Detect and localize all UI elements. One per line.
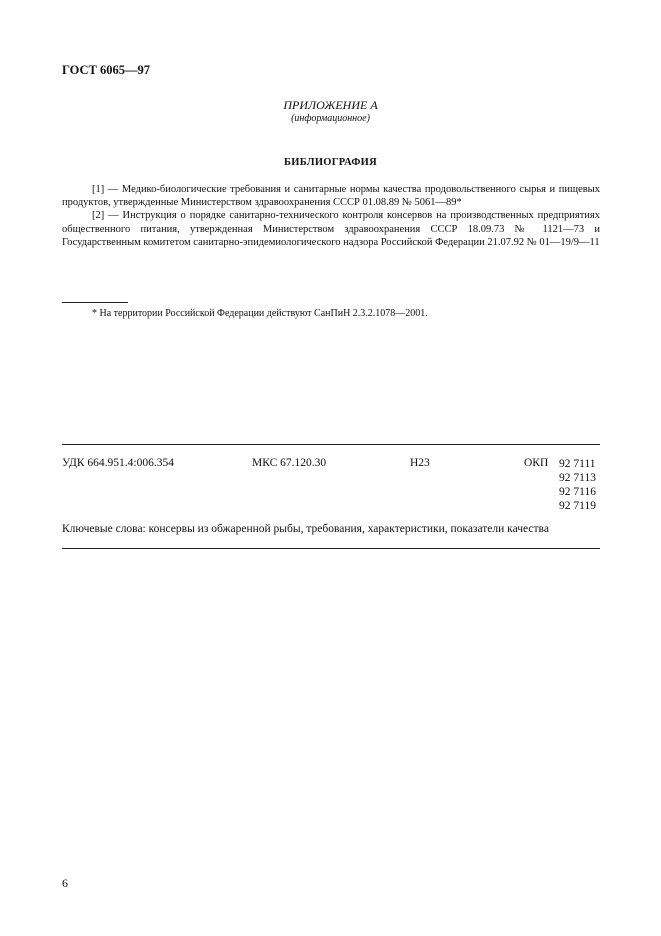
document-code: ГОСТ 6065—97 <box>62 63 151 77</box>
group-code: Н23 <box>410 457 430 469</box>
classification-top-rule <box>62 444 600 445</box>
keywords: Ключевые слова: консервы из обжаренной рыбы, требования, характеристики, показатели качества <box>62 523 549 535</box>
okp-code: 92 7116 <box>559 486 596 498</box>
classification-bottom-rule <box>62 548 600 549</box>
okp-code: 92 7119 <box>559 500 596 512</box>
footnote: * На территории Российской Федерации действуют СанПиН 2.3.2.1078—2001. <box>92 308 428 319</box>
bibliography-list <box>62 183 600 249</box>
okp-label: ОКП <box>524 457 549 469</box>
okp-code-list <box>559 457 596 513</box>
footnote-separator <box>62 302 128 303</box>
appendix-title: ПРИЛОЖЕНИЕ А <box>283 98 378 112</box>
bibliography-reference-1: [1] — Медико-биологические требования и санитарные нормы качества продовольственного сырья и пищевых продуктов, утвержденные Министерством здравоохранения СССР 01.08.89 № 5061—89* <box>62 184 600 209</box>
okp-code: 92 7113 <box>559 472 596 484</box>
mks-code: МКС 67.120.30 <box>252 457 327 469</box>
appendix-subtitle: (информационное) <box>291 113 370 124</box>
bibliography-title: БИБЛИОГРАФИЯ <box>284 157 377 168</box>
okp-code: 92 7111 <box>559 458 596 470</box>
appendix-heading <box>0 98 661 126</box>
page-number: 6 <box>62 876 68 890</box>
udk-code: УДК 664.951.4:006.354 <box>62 457 174 469</box>
bibliography-reference-2: [2] — Инструкция о порядке санитарно-технического контроля консервов на производственных предприятиях общественного питания, утвержденная Министерством здравоохранения СССР 18.09.73 № 1121—73 и Государственным комитетом санитарно-эпидемиологического надзора Российской Федерации 21.07.92 № 01—19/9—11 <box>62 210 600 248</box>
